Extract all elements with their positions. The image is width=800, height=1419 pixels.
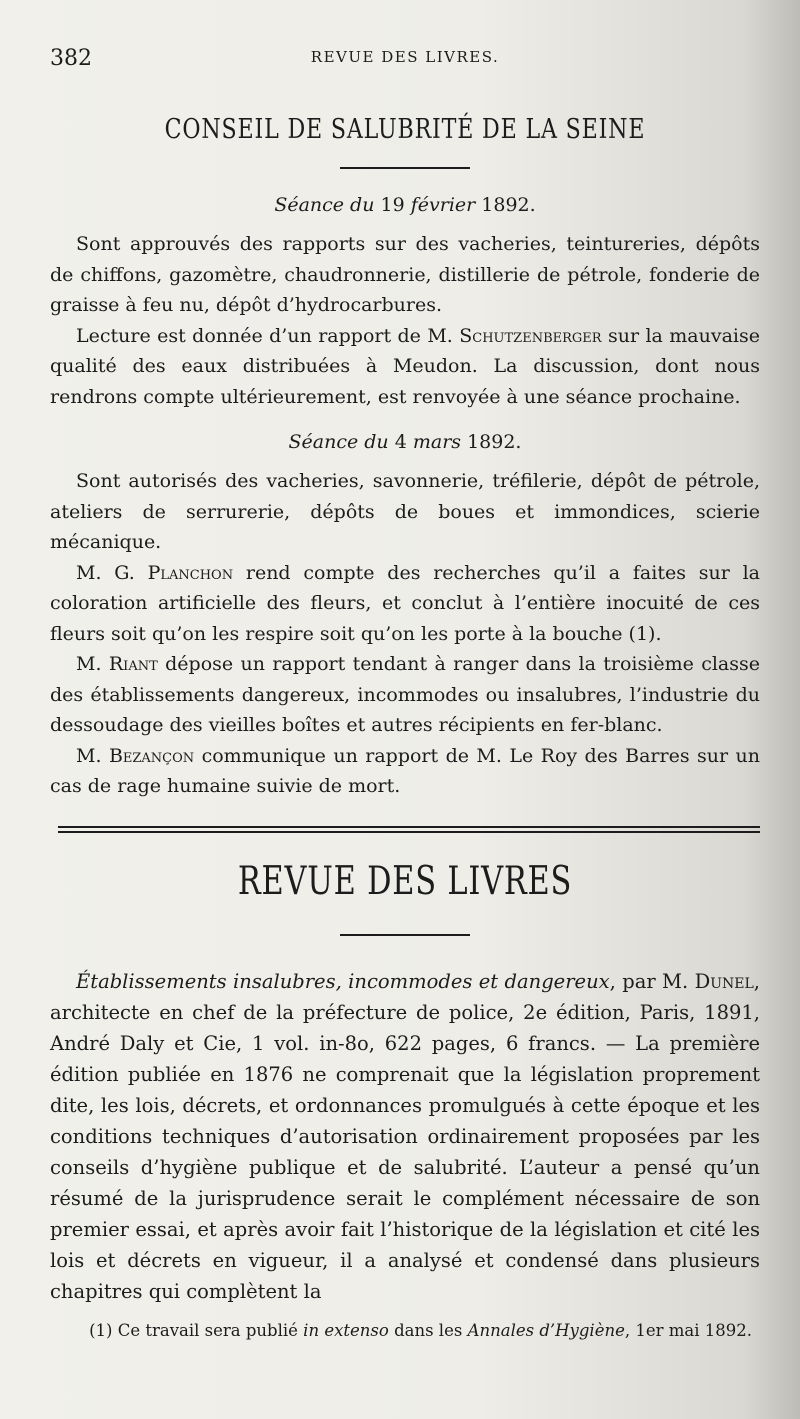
seance-month: mars [406, 431, 468, 453]
person-name: Bezançon [108, 744, 195, 767]
paragraph-text: Lecture est donnée d’un rapport de M. [76, 324, 460, 347]
footnote-text: dans les [388, 1320, 468, 1340]
paragraph [50, 741, 760, 802]
footnote-italic: in extenso [303, 1320, 389, 1340]
paragraph-text: sur la mauvaise qualité des eaux distribuées à Meudon. La discussion, dont nous rendrons compte ultérieurement, est renvoyée à une séance prochaine. [50, 324, 761, 408]
person-name: Planchon [147, 561, 234, 584]
section-title-revue-des-livres: REVUE DES LIVRES [237, 858, 573, 904]
paragraph-text: communique un rapport de M. Le Roy des Barres sur un cas de rage humaine suivie de mort. [50, 744, 760, 797]
seance-month: février [404, 194, 482, 216]
seance-year: 1892. [481, 194, 536, 216]
seance-year: 1892. [467, 431, 522, 453]
footnote-text: , 1er mai 1892. [624, 1320, 752, 1340]
seance-prefix: Séance du [288, 431, 395, 453]
section-title-conseil: CONSEIL DE SALUBRITÉ DE LA SEINE [164, 114, 646, 145]
footnote [50, 1321, 760, 1340]
book-title: Établissements insalubres, incommodes et dangereux [76, 969, 610, 993]
footnote-journal: Annales d’Hygiène [467, 1320, 625, 1340]
running-head [50, 42, 760, 82]
paragraph [50, 321, 760, 413]
paragraph-text: M. [76, 744, 109, 767]
paragraph: Sont approuvés des rapports sur des vacheries, teintureries, dépôts de chiffons, gazomètre, chaudronnerie, distillerie de pétrole, fonderie de graisse à feu nu, dépôt d’hydrocarbures. [50, 233, 760, 316]
person-name: Schutzenberger [459, 324, 602, 347]
footnote-text: Ce travail sera publié [112, 1320, 304, 1340]
divider-line [58, 826, 760, 828]
paragraph-text: dépose un rapport tendant à ranger dans la troisième classe des établissements dangereux, incommodes ou insalubres, l’industrie du dessoudage des vieilles boîtes et autres récipients en fer-blanc. [50, 653, 760, 736]
paragraph: Sont autorisés des vacheries, savonnerie, tréfilerie, dépôt de pétrole, ateliers de serrurerie, dépôts de boues et immondices, scierie mécanique. [50, 470, 760, 553]
paragraph [50, 558, 760, 650]
paragraph [50, 649, 760, 741]
seance-prefix: Séance du [274, 194, 381, 216]
author-name: Dunel [694, 969, 754, 993]
title-rule [340, 167, 470, 169]
review-paragraph [50, 966, 760, 1307]
seance-day: 4 [394, 431, 407, 453]
seance-heading-4-mars [50, 422, 760, 462]
paragraph-text: M. G. [76, 561, 148, 584]
running-title: REVUE DES LIVRES. [310, 48, 500, 66]
seance-day: 19 [380, 194, 405, 216]
divider-line [58, 831, 760, 833]
paragraph-text: rend compte des recherches qu’il a faites sur la coloration artificielle des fleurs, et conclut à l’entière inocuité de ces fleurs soit qu’on les respire soit qu’on les porte à la bouche (1). [50, 561, 760, 645]
book-review [50, 966, 760, 1307]
paragraph-text: M. [76, 653, 109, 675]
person-name: Riant [108, 653, 158, 675]
review-text: , architecte en chef de la préfecture de police, 2e édition, Paris, 1891, André Daly et Cie, 1 vol. in-8o, 622 pages, 6 francs. — La première édition publiée en 1876 ne comprenait que la législation proprement dite, les lois, décrets, et ordonnances promulgués à cette époque et les conditions techniques d’autorisation ordinairement proposées par les conseils d’hygiène publique et de salubrité. L’auteur a pensé qu’un résumé de la jurisprudence serait le complément nécessaire de son premier essai, et après avoir fait l’historique de la législation et cité les lois et décrets en vigueur, il a analysé et condensé dans plusieurs chapitres qui complètent la [50, 969, 760, 1303]
page-number: 382 [50, 46, 92, 71]
section-divider [58, 826, 760, 833]
review-by: , par M. [609, 969, 695, 993]
footnote-marker: (1) [89, 1320, 113, 1340]
title-rule [340, 934, 470, 936]
seance-heading-19-fevrier [50, 185, 760, 225]
